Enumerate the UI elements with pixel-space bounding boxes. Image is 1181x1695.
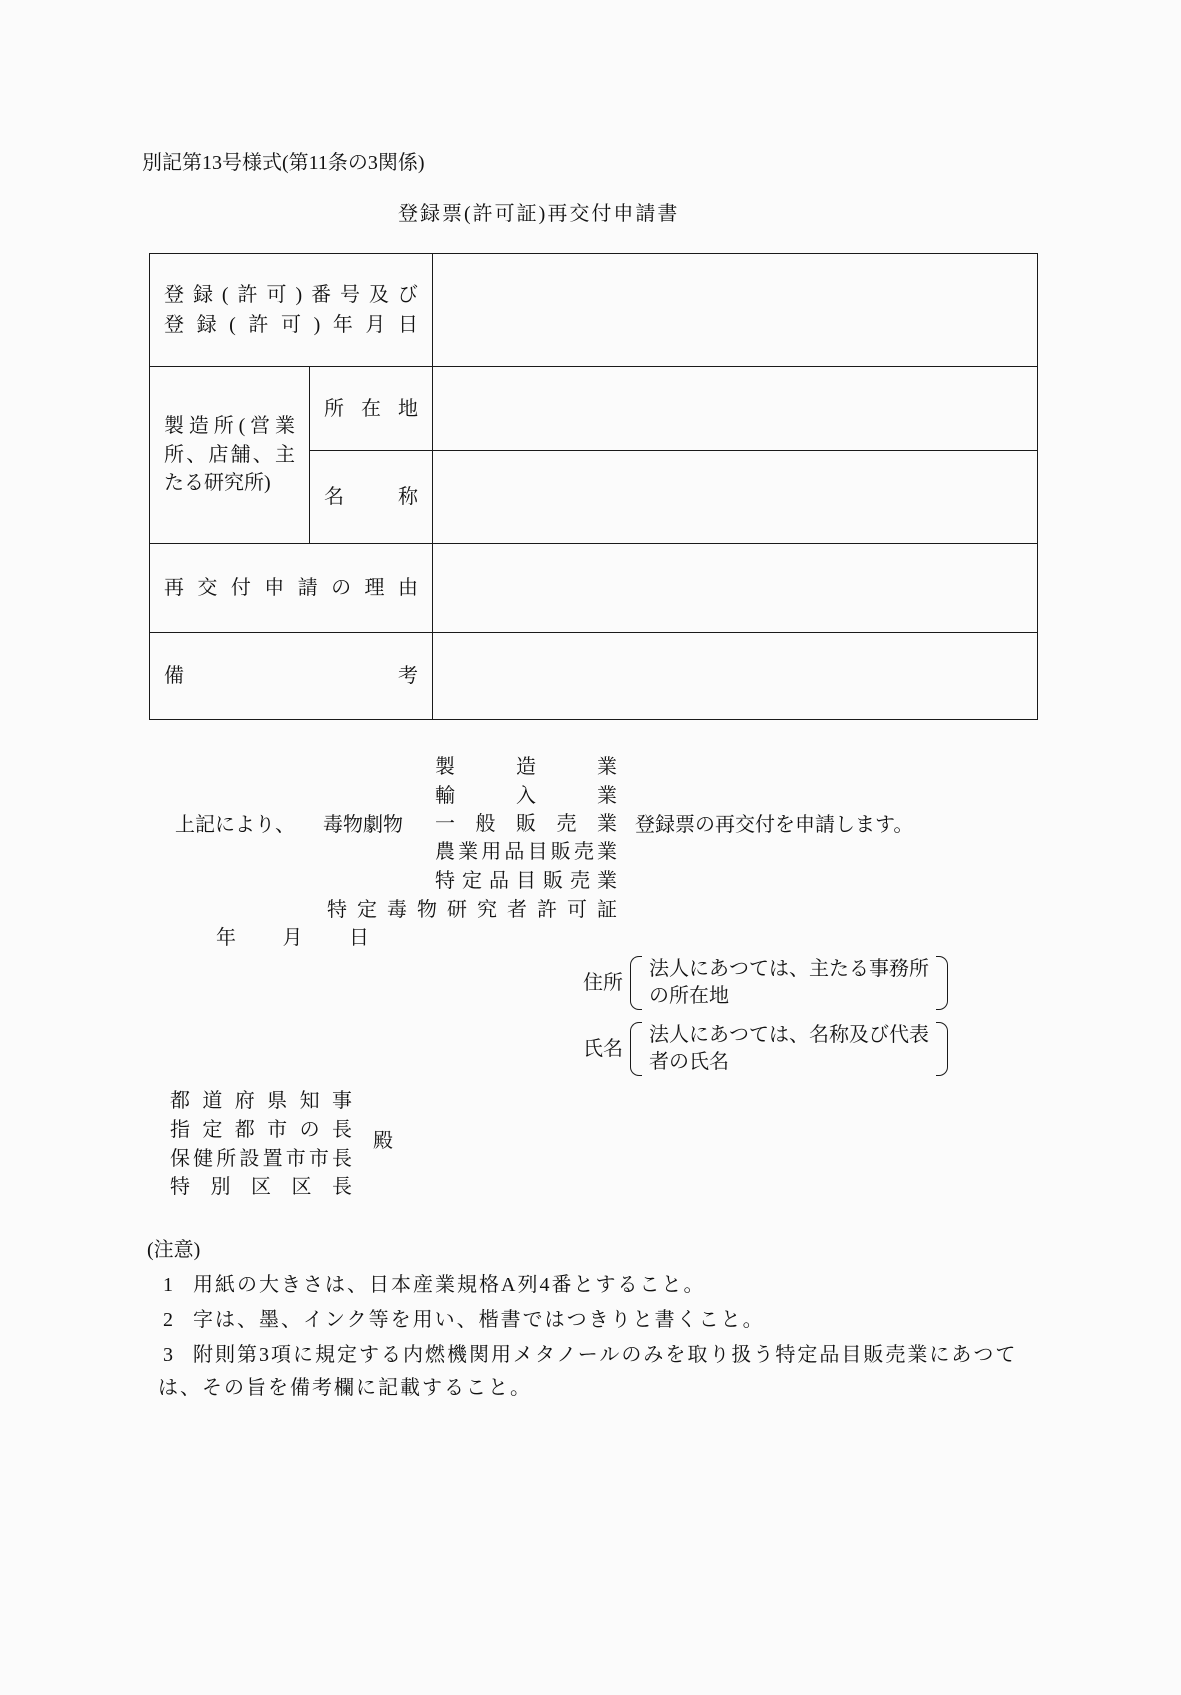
name-group	[583, 1022, 948, 1076]
remarks-label-cell	[150, 633, 433, 720]
location-label: 所 在 地	[324, 397, 418, 420]
application-subject: 毒物劇物	[323, 814, 403, 836]
special-license-line: 特 定 毒 物 研 究 者 許 可 証	[327, 899, 617, 921]
facility-label-line2: 所 、 店 舗 、 主	[164, 444, 295, 466]
addressee-special-ward-head: 特 別 区 区 長	[170, 1176, 352, 1199]
address-note	[649, 956, 929, 1010]
note-3-text-continuation: は、その旨を備考欄に記載すること。	[158, 1377, 532, 1399]
registration-label-line2: 登 録 ( 許 可 ) 年 月 日	[164, 314, 418, 336]
addressee-governor: 都 道 府 県 知 事	[170, 1090, 352, 1113]
addressee-block	[170, 1087, 352, 1202]
form-number-note: 別記第13号様式(第11条の3関係)	[142, 152, 425, 174]
business-type-general-sales: 一 般 販 売 業	[435, 812, 617, 835]
note-item-2	[163, 1307, 765, 1333]
registration-number-value-cell	[433, 254, 1038, 367]
remarks-label: 備 考	[164, 665, 418, 687]
address-note-line1: 法人にあつては、主たる事務所	[649, 958, 929, 980]
page-title: 登録票(許可証)再交付申請書	[398, 203, 680, 225]
address-note-line2: の所在地	[649, 985, 729, 1007]
reason-value-cell	[433, 544, 1038, 633]
note-1-text: 用紙の大きさは、日本産業規格A列4番とすること。	[193, 1274, 706, 1296]
name-note-line2: 者の氏名	[649, 1051, 729, 1073]
note-2-number: 2	[163, 1309, 173, 1331]
right-bracket-icon	[936, 956, 948, 1010]
note-1-number: 1	[163, 1274, 173, 1296]
note-item-3-continuation	[158, 1375, 532, 1401]
business-type-import: 輸 入 業	[435, 784, 617, 807]
name-label: 名 称	[324, 486, 418, 508]
application-suffix: 登録票の再交付を申請します。	[635, 814, 914, 836]
name-note-line1: 法人にあつては、名称及び代表	[649, 1024, 929, 1046]
left-bracket-icon	[630, 1022, 642, 1076]
note-3-number: 3	[163, 1344, 173, 1366]
reason-label-cell	[150, 544, 433, 633]
note-2-text: 字は、墨、インク等を用い、楷書ではつきりと書くこと。	[193, 1309, 765, 1331]
left-bracket-icon	[630, 956, 642, 1010]
note-3-text: 附則第3項に規定する内燃機関用メタノールのみを取り扱う特定品目販売業にあつて	[193, 1344, 1018, 1366]
name-value-cell	[433, 451, 1038, 544]
note-item-3	[163, 1342, 1017, 1368]
name-label: 氏名	[583, 1038, 623, 1060]
note-item-1	[163, 1272, 705, 1298]
remarks-value-cell	[433, 633, 1038, 720]
notes-heading: (注意)	[147, 1239, 201, 1261]
right-bracket-icon	[936, 1022, 948, 1076]
facility-label-line3: たる研究所)	[164, 471, 271, 494]
address-group	[583, 956, 948, 1010]
facility-label-cell	[150, 367, 310, 544]
date-line: 年 月 日	[216, 927, 369, 949]
reason-label: 再 交 付 申 請 の 理 由	[164, 577, 418, 599]
address-label: 住所	[583, 972, 623, 994]
business-type-agricultural-sales: 農 業 用 品 目 販 売 業	[435, 841, 617, 864]
facility-label-line1: 製 造 所 ( 営 業	[164, 415, 295, 437]
location-label-cell	[310, 367, 433, 451]
application-prefix: 上記により、	[175, 814, 295, 836]
addressee-health-center-city-mayor: 保 健 所 設 置 市 市 長	[170, 1147, 352, 1170]
name-note	[649, 1022, 929, 1076]
addressee-designated-city-head: 指 定 都 市 の 長	[170, 1119, 352, 1142]
registration-number-label-cell	[150, 254, 433, 367]
location-value-cell	[433, 367, 1038, 451]
registration-label-line1: 登 録 ( 許 可 ) 番 号 及 び	[164, 284, 418, 306]
business-type-manufacturing: 製 造 業	[435, 756, 617, 779]
application-sentence-row	[0, 812, 1181, 838]
name-label-cell	[310, 451, 433, 544]
honorific: 殿	[373, 1130, 393, 1152]
business-type-specified-item-sales: 特 定 品 目 販 売 業	[435, 869, 617, 892]
application-table	[149, 253, 1038, 720]
